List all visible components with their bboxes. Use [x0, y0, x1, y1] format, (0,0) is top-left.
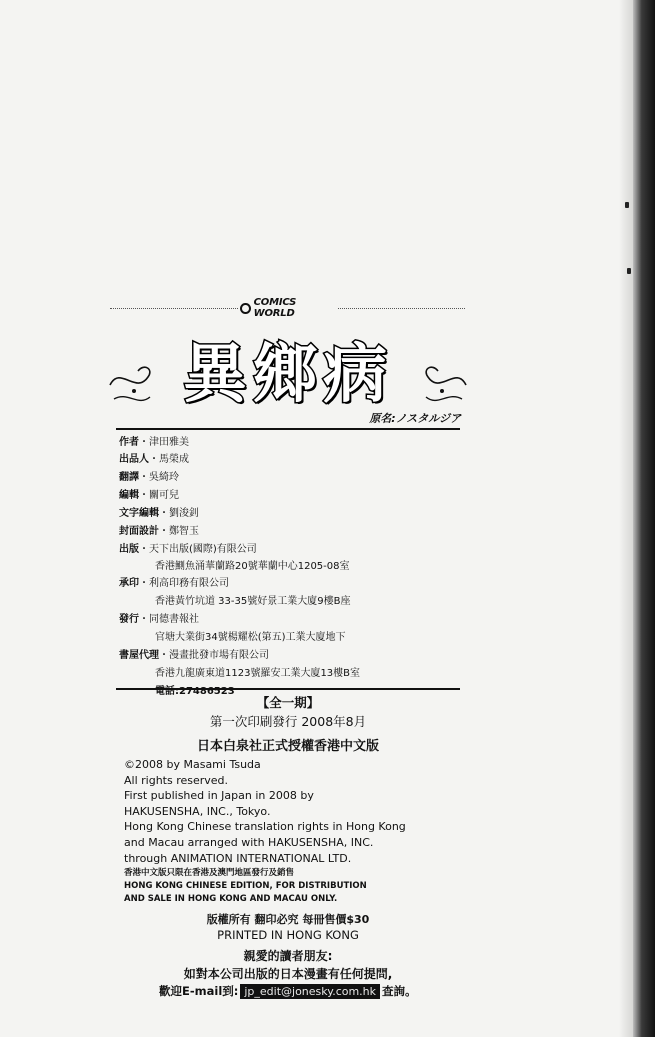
logo-text: COMICS WORLD [253, 297, 297, 319]
copyright-line: HAKUSENSHA, INC., Tokyo. [124, 804, 271, 818]
print-info: 第一次印刷發行 2008年8月 [209, 714, 367, 729]
divider [338, 308, 465, 309]
credit-editor: 編輯・關可兒 [119, 490, 179, 501]
credit-printer: 承印・利高印務有限公司 [119, 578, 229, 589]
copyright-line: ©2008 by Masami Tsuda [124, 758, 261, 771]
printer-address: 香港黃竹坑道 33-35號好景工業大廈9樓B座 [155, 596, 351, 607]
credit-publisher: 出版・天下出版(國際)有限公司 [119, 544, 257, 555]
email-suffix: 查詢。 [382, 984, 417, 998]
scan-mark [627, 268, 631, 274]
book-title: 異鄉病 [183, 337, 393, 412]
credit-producer: 出品人・馬榮成 [119, 454, 189, 465]
original-title: 原名:ノスタルジア [369, 412, 461, 425]
copyright-line: All rights reserved. [124, 773, 229, 787]
copyright-line: Hong Kong Chinese translation rights in Hong Kong [124, 820, 406, 834]
divider [116, 428, 460, 430]
distributor-address: 官塘大業街34號楊耀松(第五)工業大廈地下 [155, 632, 346, 643]
credit-cover-design: 封面設計・鄭智玉 [119, 526, 199, 537]
bookstore-agent-phone: 電話:27486523 [155, 686, 235, 697]
copyright-block [124, 757, 406, 866]
reader-greeting: 親愛的讀者朋友: [243, 949, 333, 963]
copyright-line: First published in Japan in 2008 by [124, 789, 314, 803]
copyright-line: and Macau arranged with HAKUSENSHA, INC. [124, 835, 374, 849]
bookstore-agent-address: 香港九龍廣東道1123號羅安工業大廈13樓B室 [155, 668, 361, 679]
printed-in: PRINTED IN HONG KONG [217, 928, 359, 942]
globe-icon [240, 303, 251, 314]
comics-world-logo-row [110, 297, 465, 319]
divider [116, 688, 460, 690]
scan-shadow [619, 0, 633, 1037]
scan-edge [633, 0, 655, 1037]
distribution-line: AND SALE IN HONG KONG AND MACAU ONLY. [124, 894, 338, 904]
email-prefix: 歡迎E-mail到: [159, 984, 239, 998]
title-block [108, 325, 468, 413]
copyright-line: through ANIMATION INTERNATIONAL LTD. [124, 851, 352, 865]
credit-author: 作者・津田雅美 [119, 437, 189, 448]
distribution-notice [124, 867, 367, 906]
comics-world-logo [240, 297, 336, 319]
credit-translator: 翻譯・吳綺玲 [119, 472, 179, 483]
rights-price: 版權所有 翻印必究 每冊售價$30 [206, 913, 370, 926]
divider [110, 308, 238, 309]
distribution-line: HONG KONG CHINESE EDITION, FOR DISTRIBUTION [124, 881, 367, 891]
scan-mark [625, 202, 629, 208]
license-line: 日本白泉社正式授權香港中文版 [196, 739, 379, 754]
credit-bookstore-agent: 書屋代理・漫畫批發市場有限公司 [119, 650, 269, 661]
distribution-line: 香港中文版只限在香港及澳門地區發行及銷售 [124, 868, 295, 878]
credit-text-editor: 文字編輯・劉浚釗 [119, 508, 199, 519]
contact-email[interactable]: jp_edit@jonesky.com.hk [240, 984, 380, 999]
email-line [159, 983, 417, 999]
credit-distributor: 發行・同德書報社 [119, 614, 199, 625]
reader-question: 如對本公司出版的日本漫畫有任何提問, [183, 967, 393, 981]
volume-label: 【全一期】 [256, 695, 320, 710]
publisher-address: 香港鰂魚涌華蘭路20號華蘭中心1205-08室 [155, 561, 350, 572]
